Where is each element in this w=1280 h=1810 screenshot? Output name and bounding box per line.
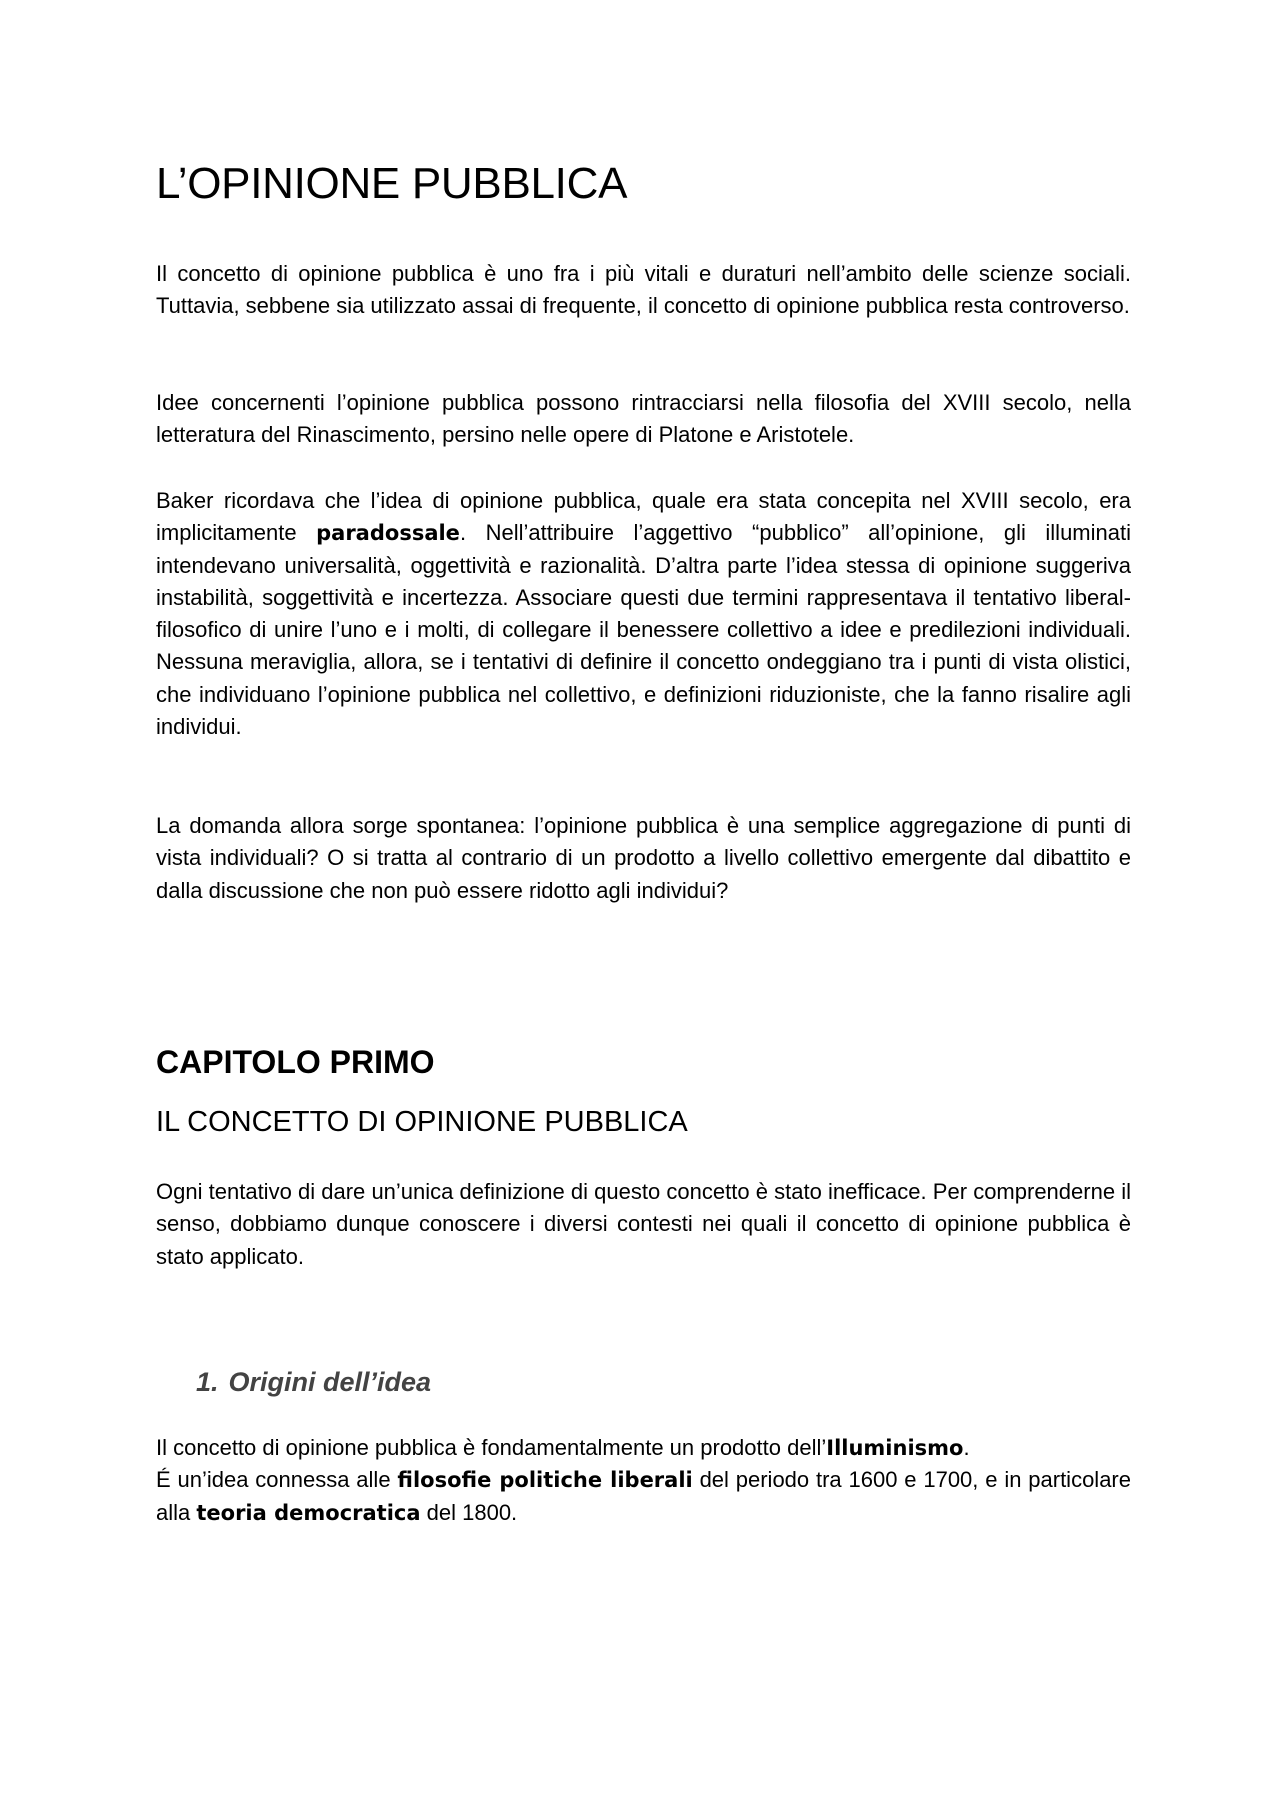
intro-paragraph-3-text-b: . Nell’attribuire l’aggettivo “pubblico” all’opinione, gli illuminati intendevano universalità, oggettività e razionalità. D’altra parte l’idea stessa di opinione suggeriva instabilità, soggettività e incertezza. Associare questi due termini rappresentava il tentativo liberal-filosofico di unire l’uno e i molti, di collegare il benessere collettivo a idee e predilezioni individuali. Nessuna meraviglia, allora, se i tentativi di definire il concetto ondeggiano tra i punti di vista olistici, che individuano l’opinione pubblica nel collettivo, e definizioni riduzioniste, che la fanno risalire agli individui.: [156, 520, 1131, 740]
section-line-2-text-a: É un’idea connessa alle: [156, 1467, 398, 1493]
intro-paragraph-3: [156, 485, 1131, 743]
section-line-1-text-a: Il concetto di opinione pubblica è fondamentalmente un prodotto dell’: [156, 1435, 827, 1460]
intro-paragraph-2: Idee concernenti l’opinione pubblica possono rintracciarsi nella filosofia del XVIII secolo, nella letteratura del Rinascimento, persino nelle opere di Platone e Aristotele.: [156, 390, 1131, 448]
section-line-1-bold: Illuminismo: [826, 1436, 964, 1460]
section-line-2: [156, 1467, 1131, 1524]
intro-paragraph-4: La domanda allora sorge spontanea: l’opinione pubblica è una semplice aggregazione di punti di vista individuali? O si tratta al contrario di un prodotto a livello collettivo emergente dal dibattito e dalla discussione che non può essere ridotto agli individui?: [156, 813, 1131, 903]
section-line-2-text-c: del 1800.: [420, 1499, 518, 1525]
chapter-subtitle: IL CONCETTO DI OPINIONE PUBBLICA: [156, 1106, 688, 1138]
intro-paragraph-1: Il concetto di opinione pubblica è uno fra i più vitali e duraturi nell’ambito delle scienze sociali. Tuttavia, sebbene sia utilizzato assai di frequente, il concetto di opinione pubblica resta controverso.: [156, 261, 1131, 319]
section-heading-text: Origini dell’idea: [228, 1367, 432, 1397]
section-line-2-text-b: del periodo tra 1600 e 1700, e in particolare alla: [156, 1467, 1131, 1525]
chapter-title: CAPITOLO PRIMO: [156, 1044, 435, 1080]
section-number: 1.: [196, 1367, 219, 1397]
section-line-1-text-b: .: [963, 1435, 970, 1460]
intro-paragraph-3-bold: paradossale: [316, 521, 460, 546]
section-heading: [196, 1365, 431, 1399]
section-paragraph-1: [156, 1432, 1131, 1529]
intro-paragraph-3-text-a: Baker ricordava che l’idea di opinione pubblica, quale era stata concepita nel XVIII secolo, era implicitamente: [156, 488, 1131, 546]
section-line-2-bold-1: filosofie politiche liberali: [397, 1468, 693, 1493]
section-line-1: [156, 1432, 1131, 1464]
chapter-paragraph-1: Ogni tentativo di dare un’unica definizione di questo concetto è stato inefficace. Per comprenderne il senso, dobbiamo dunque conoscere i diversi contesti nei quali il concetto di opinione pubblica è stato applicato.: [156, 1179, 1131, 1269]
document-title: L’OPINIONE PUBBLICA: [156, 159, 628, 208]
section-line-2-bold-2: teoria democratica: [196, 1500, 421, 1525]
